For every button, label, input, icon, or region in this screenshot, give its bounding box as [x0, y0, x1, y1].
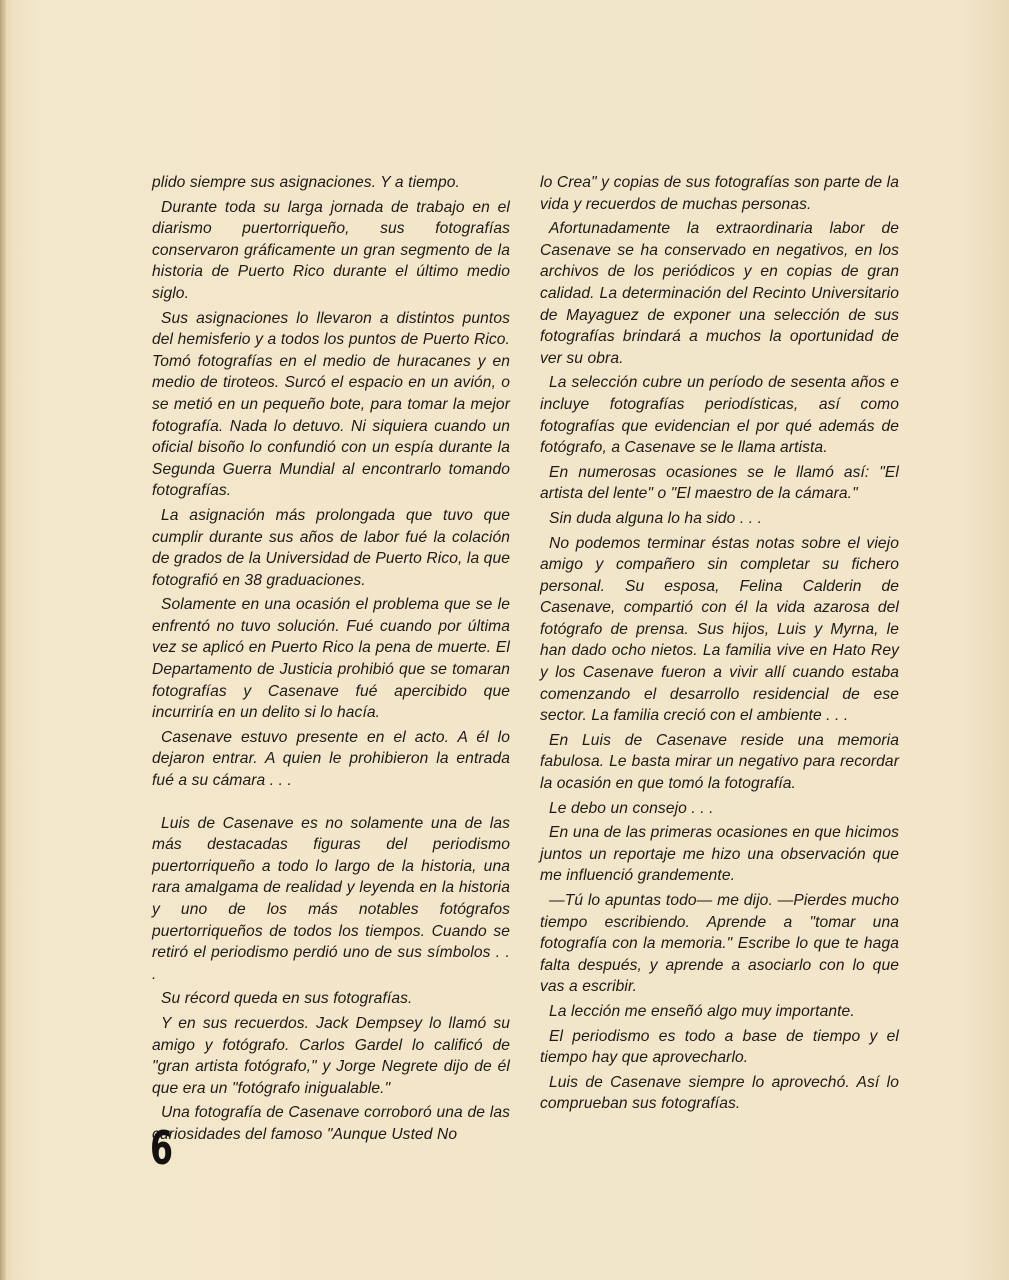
paragraph: Luis de Casenave siempre lo aprovechó. Así lo comprueban sus fotografías. [540, 1073, 899, 1113]
paragraph: Sin duda alguna lo ha sido . . . [549, 509, 762, 527]
paragraph: Afortunadamente la extraordinaria labor de Casenave se ha conservado en negativos, en los archivos de los periódicos y en copias de gran calidad. La determinación del Recinto Universitario de Mayaguez de exponer una selección de sus fotografías brindará a muchos la oportunidad de ver su obra. [540, 220, 899, 367]
paragraph: Luis de Casenave es no solamente una de las más destacadas figuras del periodismo puertorriqueño a todo lo largo de la historia, una rara amalgama de realidad y leyenda en la historia y uno de los más notables fotógrafos puertorriqueños de todos los tiempos. Cuando se retiró el periodismo perdió uno de sus símbolos . . . [152, 814, 510, 983]
paragraph: La selección cubre un período de sesenta años e incluye fotografías periodísticas, así como fotografías que evidencian el por qué además de fotógrafo, a Casenave se le llama artista. [540, 374, 899, 457]
paragraph: Una fotografía de Casenave corroboró una de las curiosidades del famoso "Aunque Usted No [152, 1104, 510, 1143]
paragraph: No podemos terminar éstas notas sobre el viejo amigo y compañero sin completar su fichero personal. Su esposa, Felina Calderin de Casenave, compartió con él la vida azarosa del fotógrafo de prensa. Sus hijos, Luis y Myrna, le han dado ocho nietos. La familia vive en Hato Rey y los Casenave fueron a vivir allí cuando estaba comenzando el desarrollo residencial de ese sector. La familia creció con el ambiente . . . [540, 534, 899, 725]
left-text-column [152, 172, 510, 1149]
paragraph: En Luis de Casenave reside una memoria fabulosa. Le basta mirar un negativo para recordar la ocasión en que tomó la fotografía. [540, 731, 899, 793]
paragraph: plido siempre sus asignaciones. Y a tiempo. [152, 174, 460, 191]
paragraph: Durante toda su larga jornada de trabajo en el diarismo puertorriqueño, sus fotografías conservaron gráficamente un gran segmento de la historia de Puerto Rico durante el último medio siglo. [152, 198, 510, 302]
right-text-column [540, 172, 899, 1118]
page-number: 6 [150, 1121, 174, 1175]
paragraph: El periodismo es todo a base de tiempo y el tiempo hay que aprovecharlo. [540, 1027, 899, 1067]
paragraph: Casenave estuvo presente en el acto. A él lo dejaron entrar. A quien le prohibieron la entrada fué a su cámara . . . [152, 728, 510, 790]
paragraph: Sus asignaciones lo llevaron a distintos puntos del hemisferio y a todos los puntos de Puerto Rico. Tomó fotografías en el medio de huracanes y en medio de tiroteos. Surcó el espacio en un avión, o se metió en un pequeño bote, para tomar la mejor fotografía. Nada lo detuvo. Ni siquiera cuando un oficial bisoño lo confundió con un espía durante la Segunda Guerra Mundial al encontrarlo tomando fotografías. [152, 309, 510, 500]
paragraph: Y en sus recuerdos. Jack Dempsey lo llamó su amigo y fotógrafo. Carlos Gardel lo calificó de "gran artista fotógrafo," y Jorge Negrete dijo de él que era un "fotógrafo inigualable." [152, 1014, 510, 1097]
paragraph: —Tú lo apuntas todo— me dijo. —Pierdes mucho tiempo escribiendo. Aprende a "tomar una fotografía con la memoria." Escribe lo que te haga falta después, y aprende a asociarlo con lo que vas a escribir. [540, 892, 899, 996]
page-spine-edge [0, 0, 6, 1280]
paragraph: Le debo un consejo . . . [549, 799, 714, 817]
paragraph: En una de las primeras ocasiones en que hicimos juntos un reportaje me hizo una observación que me influenció grandemente. [540, 824, 899, 885]
paragraph: En numerosas ocasiones se le llamó así: "El artista del lente" o "El maestro de la cámara." [540, 463, 899, 503]
paragraph: Solamente en una ocasión el problema que se le enfrentó no tuvo solución. Fué cuando por última vez se aplicó en Puerto Rico la pena de muerte. El Departamento de Justicia prohibió que se tomaran fotografías y Casenave fué apercibido que incurriría en un delito si lo hacía. [152, 596, 510, 722]
paragraph: La lección me enseñó algo muy importante. [549, 1002, 855, 1020]
paragraph: Su récord queda en sus fotografías. [161, 990, 413, 1008]
paragraph: lo Crea" y copias de sus fotografías son parte de la vida y recuerdos de muchas personas. [540, 174, 899, 213]
paragraph: La asignación más prolongada que tuvo que cumplir durante sus años de labor fué la colación de grados de la Universidad de Puerto Rico, la que fotografió en 38 graduaciones. [152, 506, 510, 589]
